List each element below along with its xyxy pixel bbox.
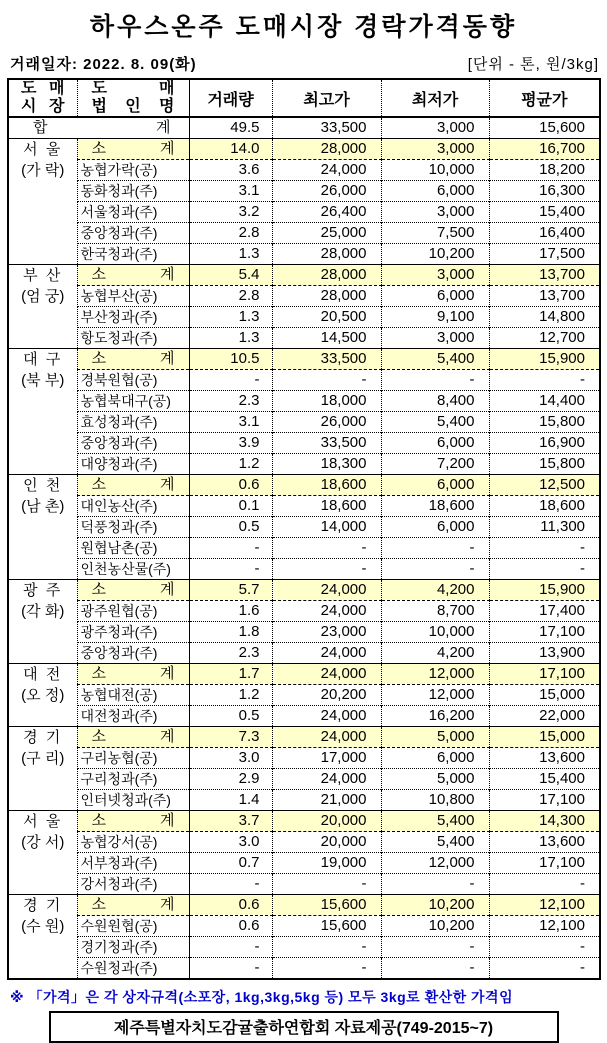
high-price-value: 18,300: [272, 454, 381, 475]
avg-price-value: 13,900: [489, 643, 600, 664]
high-price-value: 18,600: [272, 496, 381, 517]
subtotal-label: 소 계: [77, 580, 189, 601]
col-header-avg: 평균가: [489, 79, 600, 117]
col-header-low: 최저가: [381, 79, 489, 117]
corp-row: [8, 916, 600, 937]
low-price-value: -: [381, 874, 489, 895]
high-price-value: 28,000: [272, 139, 381, 160]
corp-row: [8, 958, 600, 980]
subtotal-row: [8, 895, 600, 916]
high-price-value: 28,000: [272, 286, 381, 307]
high-price-value: 24,000: [272, 160, 381, 181]
high-price-value: 15,600: [272, 895, 381, 916]
avg-price-value: 15,000: [489, 727, 600, 748]
low-price-value: 4,200: [381, 643, 489, 664]
avg-price-value: 15,900: [489, 580, 600, 601]
volume-value: 0.6: [189, 895, 272, 916]
corp-row: [8, 391, 600, 412]
volume-value: 1.3: [189, 328, 272, 349]
high-price-value: 26,400: [272, 202, 381, 223]
corp-row: [8, 517, 600, 538]
high-price-value: 21,000: [272, 790, 381, 811]
corp-name: 동화청과(주): [77, 181, 189, 202]
volume-value: 5.4: [189, 265, 272, 286]
subtotal-row: [8, 265, 600, 286]
low-price-value: -: [381, 370, 489, 391]
corp-row: [8, 328, 600, 349]
corp-row: [8, 874, 600, 895]
market-label: 인 천 (남 촌): [8, 475, 77, 580]
low-price-value: 3,000: [381, 117, 489, 139]
volume-value: 49.5: [189, 117, 272, 139]
corp-row: [8, 202, 600, 223]
avg-price-value: 17,100: [489, 622, 600, 643]
subtotal-row: [8, 664, 600, 685]
high-price-value: 24,000: [272, 601, 381, 622]
subtotal-label: 소 계: [77, 811, 189, 832]
unit-label: [단위 - 톤, 원/3kg]: [467, 56, 599, 73]
corp-row: [8, 748, 600, 769]
low-price-value: 12,000: [381, 853, 489, 874]
volume-value: -: [189, 958, 272, 980]
corp-row: [8, 832, 600, 853]
high-price-value: 33,500: [272, 117, 381, 139]
low-price-value: 5,000: [381, 769, 489, 790]
high-price-value: 20,200: [272, 685, 381, 706]
corp-row: [8, 307, 600, 328]
subtotal-label: 소 계: [77, 727, 189, 748]
high-price-value: -: [272, 937, 381, 958]
corp-name: 수원청과(주): [77, 958, 189, 980]
corp-name: 농협북대구(공): [77, 391, 189, 412]
avg-price-value: 12,700: [489, 328, 600, 349]
high-price-value: 26,000: [272, 412, 381, 433]
price-table: [7, 78, 601, 980]
avg-price-value: 16,400: [489, 223, 600, 244]
high-price-value: 24,000: [272, 664, 381, 685]
high-price-value: 33,500: [272, 349, 381, 370]
subtotal-row: [8, 475, 600, 496]
avg-price-value: -: [489, 370, 600, 391]
table-header: [8, 79, 600, 117]
corp-row: [8, 454, 600, 475]
corp-row: [8, 181, 600, 202]
volume-value: 0.7: [189, 853, 272, 874]
corp-row: [8, 160, 600, 181]
col-header-high: 최고가: [272, 79, 381, 117]
low-price-value: 10,200: [381, 895, 489, 916]
low-price-value: -: [381, 559, 489, 580]
corp-name: 중앙청과(주): [77, 223, 189, 244]
low-price-value: 6,000: [381, 286, 489, 307]
grand-total-row: [8, 117, 600, 139]
low-price-value: -: [381, 958, 489, 980]
avg-price-value: 16,900: [489, 433, 600, 454]
high-price-value: 24,000: [272, 727, 381, 748]
corp-name: 서부청과(주): [77, 853, 189, 874]
low-price-value: 6,000: [381, 433, 489, 454]
high-price-value: -: [272, 559, 381, 580]
avg-price-value: 13,600: [489, 748, 600, 769]
volume-value: 3.2: [189, 202, 272, 223]
volume-value: 0.5: [189, 706, 272, 727]
avg-price-value: 12,500: [489, 475, 600, 496]
market-label: 대 구 (북 부): [8, 349, 77, 475]
corp-row: [8, 559, 600, 580]
market-label: 대 전 (오 정): [8, 664, 77, 727]
corp-row: [8, 790, 600, 811]
col-header-market: 도 매 시 장: [8, 79, 77, 117]
volume-value: 0.6: [189, 916, 272, 937]
subtotal-label: 소 계: [77, 265, 189, 286]
low-price-value: 5,000: [381, 727, 489, 748]
corp-row: [8, 685, 600, 706]
avg-price-value: 15,800: [489, 454, 600, 475]
corp-row: [8, 433, 600, 454]
page-title: 하우스온주 도매시장 경락가격동향: [89, 13, 518, 41]
low-price-value: 3,000: [381, 139, 489, 160]
corp-name: 광주청과(주): [77, 622, 189, 643]
avg-price-value: 17,500: [489, 244, 600, 265]
volume-value: 2.3: [189, 643, 272, 664]
high-price-value: 28,000: [272, 244, 381, 265]
avg-price-value: -: [489, 874, 600, 895]
avg-price-value: 14,300: [489, 811, 600, 832]
avg-price-value: 18,600: [489, 496, 600, 517]
high-price-value: -: [272, 538, 381, 559]
corp-name: 농협부산(공): [77, 286, 189, 307]
volume-value: 1.6: [189, 601, 272, 622]
corp-row: [8, 769, 600, 790]
market-label: 서 울 (가 락): [8, 139, 77, 265]
avg-price-value: 11,300: [489, 517, 600, 538]
avg-price-value: -: [489, 937, 600, 958]
corp-row: [8, 286, 600, 307]
subtotal-row: [8, 139, 600, 160]
market-label: 경 기 (구 리): [8, 727, 77, 811]
subtotal-label: 소 계: [77, 475, 189, 496]
volume-value: 1.4: [189, 790, 272, 811]
avg-price-value: -: [489, 538, 600, 559]
corp-name: 수원원협(공): [77, 916, 189, 937]
corp-name: 중앙청과(주): [77, 433, 189, 454]
volume-value: 2.3: [189, 391, 272, 412]
low-price-value: 3,000: [381, 328, 489, 349]
corp-row: [8, 538, 600, 559]
low-price-value: 8,700: [381, 601, 489, 622]
low-price-value: 10,800: [381, 790, 489, 811]
corp-row: [8, 412, 600, 433]
price-table-body: [8, 117, 600, 979]
avg-price-value: 15,600: [539, 119, 585, 136]
market-label: 광 주 (각 화): [8, 580, 77, 664]
low-price-value: 16,200: [381, 706, 489, 727]
corp-row: [8, 622, 600, 643]
high-price-value: 28,000: [272, 265, 381, 286]
high-price-value: 14,500: [272, 328, 381, 349]
volume-value: 2.9: [189, 769, 272, 790]
corp-name: 농협강서(공): [77, 832, 189, 853]
avg-price-value: 14,800: [489, 307, 600, 328]
subtotal-row: [8, 727, 600, 748]
price-footnote: ※ 「가격」은 각 상자규격(소포장, 1kg,3kg,5kg 등) 모두 3kg로 환산한 가격임: [10, 989, 514, 1005]
avg-price-value: 13,700: [489, 265, 600, 286]
low-price-value: 6,000: [381, 181, 489, 202]
low-price-value: 5,400: [381, 832, 489, 853]
avg-price-value: 15,900: [489, 349, 600, 370]
high-price-value: 24,000: [272, 643, 381, 664]
corp-name: 대양청과(주): [77, 454, 189, 475]
source-box: 제주특별자치도감귤출하연합회 자료제공(749-2015~7): [49, 1011, 559, 1043]
low-price-value: 7,500: [381, 223, 489, 244]
corp-row: [8, 706, 600, 727]
volume-value: 2.8: [189, 286, 272, 307]
volume-value: 1.2: [189, 685, 272, 706]
low-price-value: 12,000: [381, 685, 489, 706]
low-price-value: 5,400: [381, 412, 489, 433]
volume-value: -: [189, 559, 272, 580]
volume-value: 3.0: [189, 748, 272, 769]
volume-value: 0.1: [189, 496, 272, 517]
corp-name: 대전청과(주): [77, 706, 189, 727]
high-price-value: 18,000: [272, 391, 381, 412]
corp-name: 한국청과(주): [77, 244, 189, 265]
low-price-value: 12,000: [381, 664, 489, 685]
corp-name: 부산청과(주): [77, 307, 189, 328]
volume-value: 5.7: [189, 580, 272, 601]
col-header-corp: 도 매 법 인 명: [77, 79, 189, 117]
avg-price-value: 13,700: [489, 286, 600, 307]
low-price-value: 6,000: [381, 475, 489, 496]
subtotal-label: 소 계: [77, 349, 189, 370]
corp-name: 중앙청과(주): [77, 643, 189, 664]
high-price-value: 24,000: [272, 580, 381, 601]
high-price-value: 26,000: [272, 181, 381, 202]
low-price-value: 6,000: [381, 748, 489, 769]
avg-price-value: 15,400: [489, 202, 600, 223]
avg-price-value: 16,700: [489, 139, 600, 160]
volume-value: 3.9: [189, 433, 272, 454]
market-label: 부 산 (엄 궁): [8, 265, 77, 349]
corp-name: 구리청과(주): [77, 769, 189, 790]
corp-row: [8, 244, 600, 265]
corp-name: 효성청과(주): [77, 412, 189, 433]
avg-price-value: 17,100: [489, 664, 600, 685]
corp-name: 서울청과(주): [77, 202, 189, 223]
high-price-value: 25,000: [272, 223, 381, 244]
corp-row: [8, 853, 600, 874]
corp-row: [8, 223, 600, 244]
volume-value: 3.7: [189, 811, 272, 832]
low-price-value: 10,000: [381, 160, 489, 181]
low-price-value: 4,200: [381, 580, 489, 601]
high-price-value: 33,500: [272, 433, 381, 454]
corp-name: 구리농협(공): [77, 748, 189, 769]
corp-name: 인천농산물(주): [77, 559, 189, 580]
volume-value: 3.0: [189, 832, 272, 853]
low-price-value: -: [381, 538, 489, 559]
avg-price-value: 15,000: [489, 685, 600, 706]
corp-name: 경기청과(주): [77, 937, 189, 958]
avg-price-value: 18,200: [489, 160, 600, 181]
corp-name: 인터넷청과(주): [77, 790, 189, 811]
subtotal-row: [8, 349, 600, 370]
high-price-value: 15,600: [272, 916, 381, 937]
market-label: 경 기 (수 원): [8, 895, 77, 980]
corp-name: 대인농산(주): [77, 496, 189, 517]
subtotal-label: 소 계: [77, 664, 189, 685]
corp-row: [8, 496, 600, 517]
high-price-value: 20,500: [272, 307, 381, 328]
volume-value: 1.8: [189, 622, 272, 643]
avg-price-value: 15,400: [489, 769, 600, 790]
volume-value: 2.8: [189, 223, 272, 244]
volume-value: 1.2: [189, 454, 272, 475]
high-price-value: 24,000: [272, 706, 381, 727]
avg-price-value: 17,400: [489, 601, 600, 622]
volume-value: 10.5: [189, 349, 272, 370]
avg-price-value: 17,100: [489, 853, 600, 874]
corp-name: 광주원협(공): [77, 601, 189, 622]
corp-row: [8, 601, 600, 622]
high-price-value: 19,000: [272, 853, 381, 874]
volume-value: -: [189, 538, 272, 559]
low-price-value: -: [381, 937, 489, 958]
high-price-value: 17,000: [272, 748, 381, 769]
low-price-value: 3,000: [381, 265, 489, 286]
high-price-value: 23,000: [272, 622, 381, 643]
subtotal-row: [8, 580, 600, 601]
low-price-value: 9,100: [381, 307, 489, 328]
volume-value: 3.1: [189, 412, 272, 433]
high-price-value: 24,000: [272, 769, 381, 790]
low-price-value: 10,200: [381, 916, 489, 937]
volume-value: 0.6: [189, 475, 272, 496]
volume-value: 14.0: [189, 139, 272, 160]
low-price-value: 5,400: [381, 349, 489, 370]
trade-date-label: 거래일자: 2022. 8. 09(화): [10, 56, 197, 73]
avg-price-value: 16,300: [489, 181, 600, 202]
corp-name: 덕풍청과(주): [77, 517, 189, 538]
corp-name: 농협대전(공): [77, 685, 189, 706]
low-price-value: 6,000: [381, 517, 489, 538]
subtotal-label: 소 계: [77, 895, 189, 916]
low-price-value: 10,000: [381, 622, 489, 643]
volume-value: 0.5: [189, 517, 272, 538]
meta-row: [10, 53, 599, 74]
corp-name: 농협가락(공): [77, 160, 189, 181]
low-price-value: 5,400: [381, 811, 489, 832]
high-price-value: 18,600: [272, 475, 381, 496]
avg-price-value: 12,100: [489, 916, 600, 937]
avg-price-value: 12,100: [489, 895, 600, 916]
col-header-volume: 거래량: [189, 79, 272, 117]
corp-name: 항도청과(주): [77, 328, 189, 349]
corp-name: 원협남촌(공): [77, 538, 189, 559]
volume-value: 1.7: [189, 664, 272, 685]
avg-price-value: 17,100: [489, 790, 600, 811]
subtotal-label: 소 계: [77, 139, 189, 160]
avg-price-value: 15,800: [489, 412, 600, 433]
volume-value: 3.1: [189, 181, 272, 202]
corp-name: 경북원협(공): [77, 370, 189, 391]
avg-price-value: -: [489, 559, 600, 580]
avg-price-value: 13,600: [489, 832, 600, 853]
corp-row: [8, 937, 600, 958]
corp-name: 강서청과(주): [77, 874, 189, 895]
volume-value: 3.6: [189, 160, 272, 181]
corp-row: [8, 643, 600, 664]
volume-value: 1.3: [189, 307, 272, 328]
volume-value: -: [189, 874, 272, 895]
high-price-value: 14,000: [272, 517, 381, 538]
low-price-value: 8,400: [381, 391, 489, 412]
high-price-value: 20,000: [272, 811, 381, 832]
volume-value: 7.3: [189, 727, 272, 748]
high-price-value: -: [272, 370, 381, 391]
low-price-value: 18,600: [381, 496, 489, 517]
high-price-value: -: [272, 958, 381, 980]
corp-row: [8, 370, 600, 391]
avg-price-value: 22,000: [489, 706, 600, 727]
market-label: 서 울 (강 서): [8, 811, 77, 895]
avg-price-value: 14,400: [489, 391, 600, 412]
volume-value: 1.3: [189, 244, 272, 265]
volume-value: -: [189, 937, 272, 958]
volume-value: -: [189, 370, 272, 391]
avg-price-value: -: [489, 958, 600, 980]
low-price-value: 10,200: [381, 244, 489, 265]
high-price-value: -: [272, 874, 381, 895]
low-price-value: 3,000: [381, 202, 489, 223]
low-price-value: 7,200: [381, 454, 489, 475]
high-price-value: 20,000: [272, 832, 381, 853]
subtotal-row: [8, 811, 600, 832]
grand-total-label: 합 계: [8, 117, 189, 139]
